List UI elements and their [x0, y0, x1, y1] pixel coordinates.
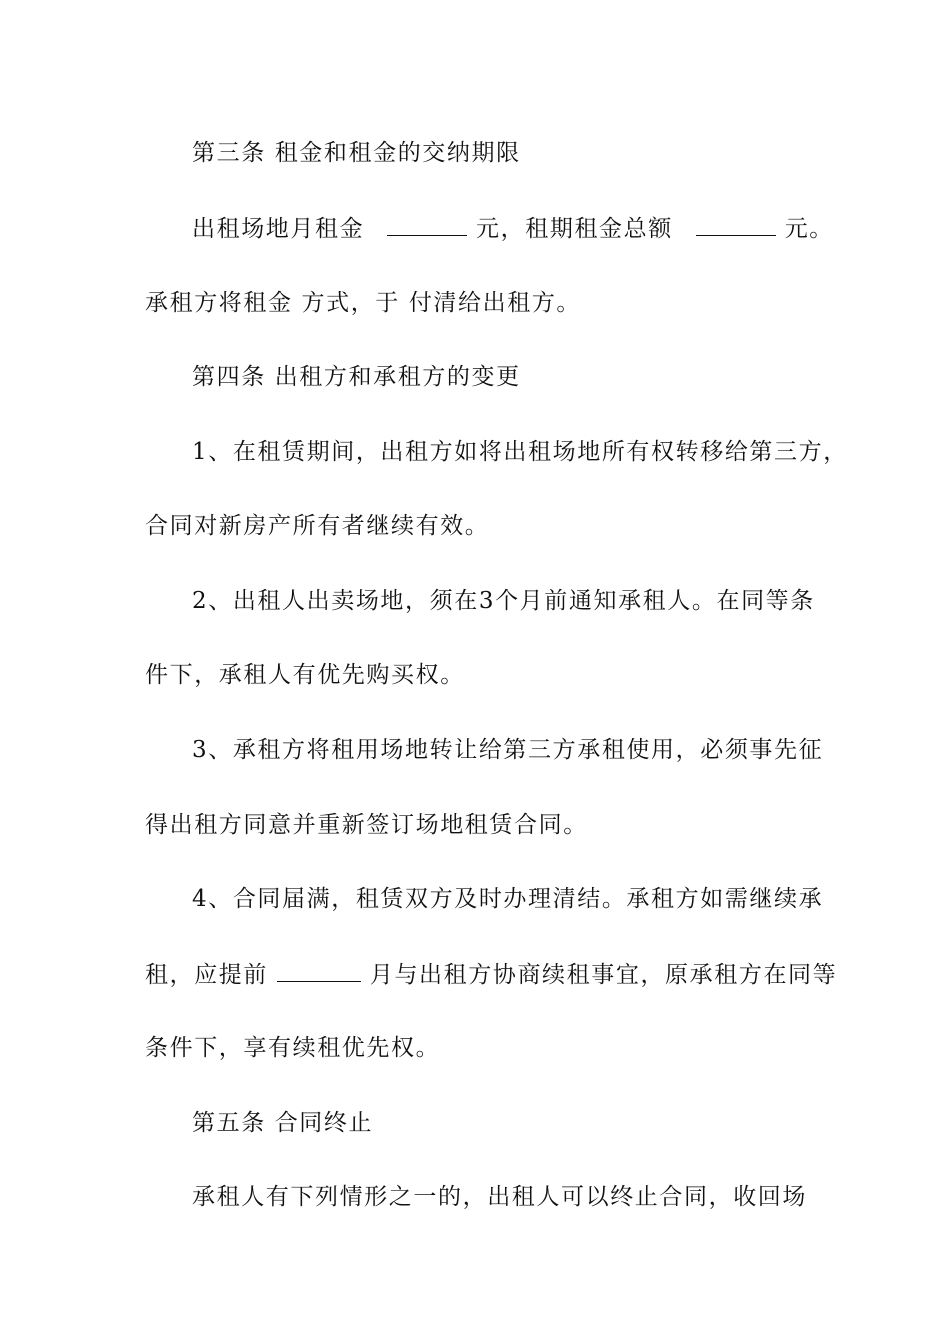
text-item-3-cont: 得出租方同意并重新签订场地租赁合同。: [145, 812, 588, 838]
heading-article-3: [192, 138, 892, 168]
blank-monthly-rent: [387, 213, 467, 236]
paragraph-item-3-cont: [145, 810, 845, 840]
text-termination: 承租人有下列情形之一的，出租人可以终止合同，收回场: [192, 1184, 807, 1210]
heading-text: 第五条 合同终止: [192, 1110, 374, 1136]
paragraph-item-4-end: [145, 1033, 845, 1063]
text-item-1-cont: 合同对新房产所有者继续有效。: [145, 513, 490, 539]
heading-text: 第四条 出租方和承租方的变更: [192, 364, 521, 390]
text-item-3: 3、承租方将租用场地转让给第三方承租使用，必须事先征: [192, 737, 824, 763]
text-item-2-cont: 件下，承租人有优先购买权。: [145, 662, 465, 688]
heading-text: 第三条 租金和租金的交纳期限: [192, 140, 521, 166]
blank-total-rent: [696, 213, 776, 236]
text-renew-consult: 月与出租方协商续租事宜，原承租方在同等: [369, 962, 838, 988]
text-yuan: 元。: [784, 216, 834, 242]
paragraph-item-2: [192, 586, 892, 616]
paragraph-payment-method: [145, 288, 845, 318]
text-item-4-end: 条件下，享有续租优先权。: [145, 1035, 441, 1061]
paragraph-item-3: [192, 735, 892, 765]
paragraph-item-4-cont: [145, 959, 845, 989]
heading-article-4: [192, 362, 892, 392]
text-item-2: 2、出租人出卖场地，须在3个月前通知承租人。在同等条: [192, 588, 815, 614]
text-monthly-rent: 出租场地月租金: [192, 216, 365, 242]
text-item-1: 1、在租赁期间，出租方如将出租场地所有权转移给第三方，: [192, 439, 848, 465]
blank-renew-months: [277, 959, 361, 982]
paragraph-rent-amount: [192, 213, 892, 243]
text-item-4: 4、合同届满，租赁双方及时办理清结。承租方如需继续承: [192, 886, 824, 912]
text-renew-notice: 租，应提前: [145, 962, 268, 988]
text-total-rent: 元，租期租金总额: [476, 216, 673, 242]
paragraph-item-1: [192, 437, 892, 467]
text-payment-method: 承租方将租金 方式，于 付清给出租方。: [145, 290, 582, 316]
paragraph-termination: [192, 1182, 892, 1212]
paragraph-item-1-cont: [145, 511, 845, 541]
heading-article-5: [192, 1108, 892, 1138]
paragraph-item-4: [192, 884, 892, 914]
paragraph-item-2-cont: [145, 660, 845, 690]
